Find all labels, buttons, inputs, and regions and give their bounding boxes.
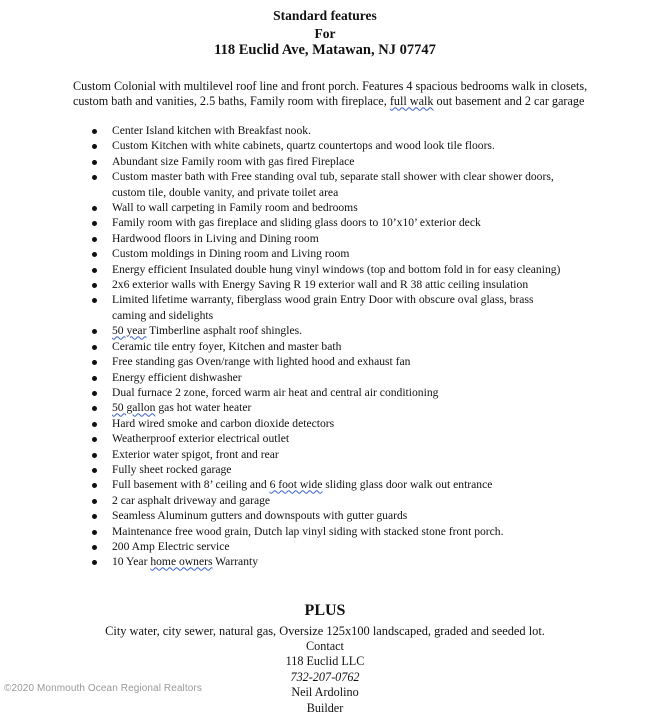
feature-text: Warranty — [212, 555, 259, 569]
contact-role: Builder — [306, 700, 344, 715]
copyright-watermark: ©2020 Monmouth Ocean Regional Realtors — [4, 683, 202, 694]
feature-text: Maintenance free wood grain, Dutch lap vinyl siding with stacked stone front porch. — [112, 524, 504, 538]
feature-text: Exterior water spigot, front and rear — [112, 447, 279, 461]
feature-text: Free standing gas Oven/range with lighted hood and exhaust fan — [112, 355, 411, 369]
feature-item — [92, 339, 562, 354]
feature-text-underlined: home owners — [150, 555, 213, 569]
feature-text: Custom moldings in Dining room and Living room — [112, 247, 350, 261]
property-address: 118 Euclid Ave, Matawan, NJ 07747 — [214, 42, 436, 58]
bullet-icon — [92, 406, 97, 411]
feature-text: Hardwood floors in Living and Dining room — [112, 231, 319, 245]
feature-text: Custom Kitchen with white cabinets, quartz countertops and wood look tile floors. — [112, 139, 495, 153]
bullet-icon — [92, 483, 97, 488]
feature-item — [92, 524, 562, 539]
doc-subtitle-for: For — [314, 26, 336, 41]
feature-item — [92, 292, 562, 323]
plus-heading: PLUS — [304, 602, 346, 619]
doc-title: Standard features — [273, 8, 377, 23]
bullet-icon — [92, 468, 97, 473]
feature-item — [92, 246, 562, 261]
intro-paragraph — [73, 79, 621, 110]
contact-name: Neil Ardolino — [291, 685, 359, 700]
feature-text: Timberline asphalt roof shingles. — [146, 324, 302, 338]
bullet-icon — [92, 560, 97, 565]
feature-item — [92, 493, 562, 508]
contact-company: 118 Euclid LLC — [285, 654, 365, 669]
feature-text: Wall to wall carpeting in Family room and bedrooms — [112, 201, 358, 215]
utilities-summary: City water, city sewer, natural gas, Oversize 125x100 landscaped, graded and seeded lot. — [105, 624, 545, 638]
bullet-icon — [92, 298, 97, 303]
feature-item — [92, 262, 562, 277]
bullet-icon — [92, 345, 97, 350]
feature-text: Abundant size Family room with gas fired Fireplace — [112, 154, 355, 168]
feature-text: 2 car asphalt driveway and garage — [112, 493, 271, 507]
bullet-icon — [92, 268, 97, 273]
feature-text: sliding glass door walk out entrance — [322, 478, 493, 492]
feature-text-underlined: 50 gallon — [112, 401, 156, 415]
feature-item — [92, 400, 562, 415]
feature-item — [92, 277, 562, 292]
bullet-icon — [92, 283, 97, 288]
bullet-icon — [92, 360, 97, 365]
bullet-icon — [92, 514, 97, 519]
feature-item — [92, 354, 562, 369]
feature-item — [92, 200, 562, 215]
feature-item — [92, 123, 562, 138]
bullet-icon — [92, 160, 97, 165]
bullet-icon — [92, 453, 97, 458]
feature-text: Dual furnace 2 zone, forced warm air heat and central air conditioning — [112, 385, 439, 399]
feature-item — [92, 323, 562, 338]
contact-label: Contact — [306, 639, 344, 653]
contact-phone: 732-207-0762 — [290, 669, 360, 684]
feature-item — [92, 385, 562, 400]
feature-text: Limited lifetime warranty, fiberglass wood grain Entry Door with obscure oval glass, brass caming and sidelights — [112, 293, 534, 322]
bullet-icon — [92, 144, 97, 149]
feature-item — [92, 554, 562, 569]
feature-text: 10 Year — [112, 555, 151, 569]
feature-text: Energy efficient Insulated double hung vinyl windows (top and bottom fold in for easy cleaning) — [112, 262, 561, 276]
bullet-icon — [92, 252, 97, 257]
contact-block — [0, 639, 650, 716]
bullet-icon — [92, 376, 97, 381]
feature-item — [92, 215, 562, 230]
intro-text-b: out basement and 2 car garage — [433, 94, 585, 109]
feature-item — [92, 462, 562, 477]
feature-item — [92, 508, 562, 523]
feature-item — [92, 169, 562, 200]
feature-item — [92, 138, 562, 153]
bullet-icon — [92, 530, 97, 535]
bullet-icon — [92, 129, 97, 134]
feature-item — [92, 231, 562, 246]
feature-text-underlined: 50 year — [112, 324, 147, 338]
feature-text: Energy efficient dishwasher — [112, 370, 242, 384]
bullet-icon — [92, 545, 97, 550]
feature-text: Weatherproof exterior electrical outlet — [112, 432, 290, 446]
bullet-icon — [92, 175, 97, 180]
intro-text-a: Custom Colonial with multilevel roof line and front porch. Features 4 spacious bedrooms walk in closets, custom bath and vanities, 2.5 baths, Family room with fireplace, — [73, 79, 588, 109]
bullet-icon — [92, 221, 97, 226]
feature-text: 2x6 exterior walls with Energy Saving R 19 exterior wall and R 38 attic ceiling insulation — [112, 278, 529, 292]
feature-text: Center Island kitchen with Breakfast nook. — [112, 124, 311, 137]
feature-text: gas hot water heater — [155, 401, 252, 415]
feature-text: Full basement with 8’ ceiling and — [112, 478, 270, 492]
feature-item — [92, 370, 562, 385]
feature-item — [92, 416, 562, 431]
bullet-icon — [92, 422, 97, 427]
bullet-icon — [92, 329, 97, 334]
features-list — [92, 123, 562, 570]
feature-text: Family room with gas fireplace and sliding glass doors to 10’x10’ exterior deck — [112, 216, 481, 230]
feature-item — [92, 539, 562, 554]
feature-text: Hard wired smoke and carbon dioxide detectors — [112, 416, 335, 430]
feature-text: 200 Amp Electric service — [112, 539, 230, 553]
bullet-icon — [92, 499, 97, 504]
feature-item — [92, 447, 562, 462]
bullet-icon — [92, 437, 97, 442]
feature-item — [92, 154, 562, 169]
intro-text-underlined: full walk — [389, 94, 434, 109]
feature-text-underlined: 6 foot wide — [269, 478, 323, 492]
bullet-icon — [92, 391, 97, 396]
feature-item — [92, 431, 562, 446]
feature-text: Ceramic tile entry foyer, Kitchen and master bath — [112, 339, 342, 353]
feature-text: Fully sheet rocked garage — [112, 462, 232, 476]
feature-item — [92, 477, 562, 492]
feature-text: Seamless Aluminum gutters and downspouts with gutter guards — [112, 509, 408, 523]
feature-text: Custom master bath with Free standing oval tub, separate stall shower with clear shower doors, custom tile, double vanity, and private toilet area — [112, 170, 554, 199]
bullet-icon — [92, 206, 97, 211]
bullet-icon — [92, 237, 97, 242]
